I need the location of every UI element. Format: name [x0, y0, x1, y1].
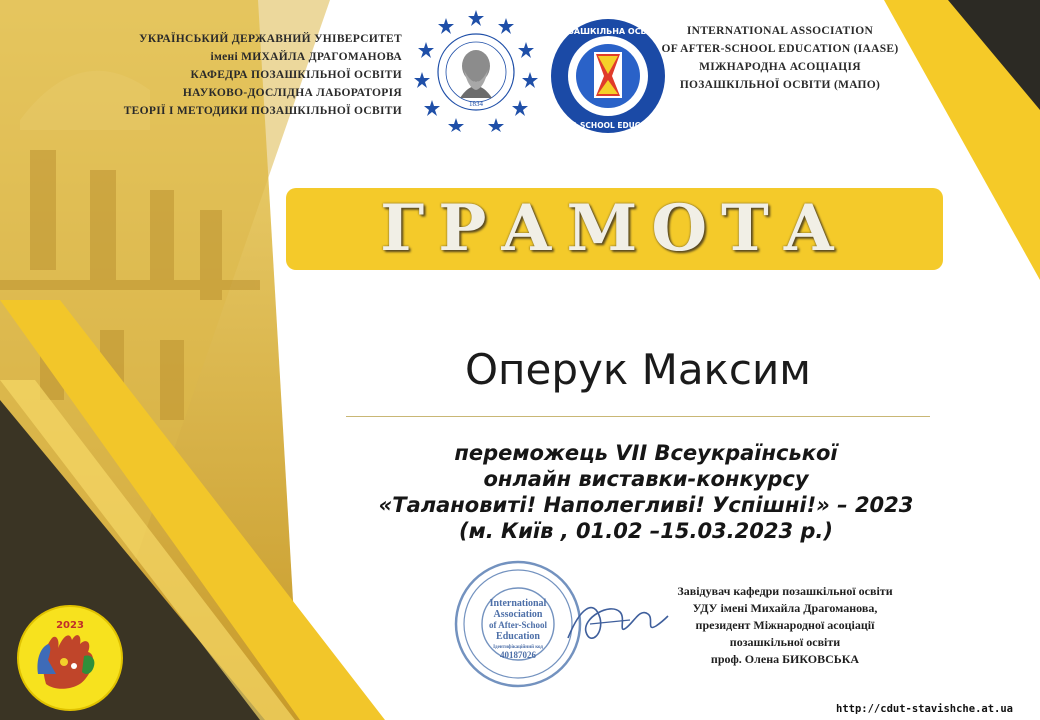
association-name-block — [650, 22, 910, 94]
association-line: ПОЗАШКІЛЬНОЇ ОСВІТИ (МАПО) — [679, 79, 881, 91]
university-line: імені МИХАЙЛА ДРАГОМАНОВА — [210, 51, 402, 63]
signatory-line: проф. Олена БИКОВСЬКА — [710, 652, 860, 666]
name-underline — [346, 416, 930, 417]
university-name-block — [60, 30, 402, 120]
stamp-code-label: Ідентифікаційний код — [493, 645, 543, 650]
description-line: «Талановиті! Наполегливі! Успішні!» – 2023 — [378, 493, 914, 517]
stamp-text: of After-School — [489, 620, 547, 630]
footer-url: http://cdut-stavishche.at.ua — [836, 703, 1014, 715]
university-line: КАФЕДРА ПОЗАШКІЛЬНОЇ ОСВІТИ — [190, 69, 402, 81]
iaase-logo — [550, 18, 666, 134]
university-line: НАУКОВО-ДОСЛІДНА ЛАБОРАТОРІЯ — [182, 87, 402, 99]
award-description — [336, 440, 956, 544]
university-seal-logo — [414, 8, 538, 132]
association-line: INTERNATIONAL ASSOCIATION — [686, 25, 874, 37]
signatory-line: президент Міжнародної асоціації — [695, 618, 875, 632]
signatory-block — [600, 583, 970, 668]
iaase-logo-top-text: ПОЗАШКІЛЬНА ОСВІТА — [554, 27, 662, 36]
description-line: (м. Київ , 01.02 –15.03.2023 р.) — [458, 519, 834, 543]
title-banner — [286, 188, 943, 270]
badge-year: 2023 — [56, 620, 84, 631]
signatory-line: УДУ імені Михайла Драгоманова, — [692, 601, 878, 615]
description-line: онлайн виставки-конкурсу — [483, 467, 809, 491]
university-seal-year: 1834 — [469, 100, 483, 108]
association-line: OF AFTER-SCHOOL EDUCATION (IAASE) — [661, 43, 899, 55]
iaase-logo-bottom-text: AFTER-SCHOOL EDUCATION — [550, 121, 666, 130]
recipient-name: Оперук Максим — [464, 345, 811, 394]
signatory-line: Завідувач кафедри позашкільної освіти — [677, 584, 893, 598]
stamp-text: Association — [493, 609, 543, 620]
signatory-line: позашкільної освіти — [729, 635, 841, 649]
contest-2023-badge — [16, 604, 124, 712]
description-line: переможець VII Всеукраїнської — [454, 441, 838, 465]
certificate-title: ГРАМОТА — [380, 191, 849, 266]
association-line: МІЖНАРОДНА АСОЦІАЦІЯ — [699, 61, 861, 73]
stamp-text: International — [489, 598, 547, 609]
university-line: ТЕОРІЇ І МЕТОДИКИ ПОЗАШКІЛЬНОЇ ОСВІТИ — [123, 105, 402, 117]
stamp-text: Education — [496, 631, 540, 642]
stamp-code: 40187026 — [500, 650, 536, 660]
university-line: УКРАЇНСЬКИЙ ДЕРЖАВНИЙ УНІВЕРСИТЕТ — [139, 33, 402, 45]
